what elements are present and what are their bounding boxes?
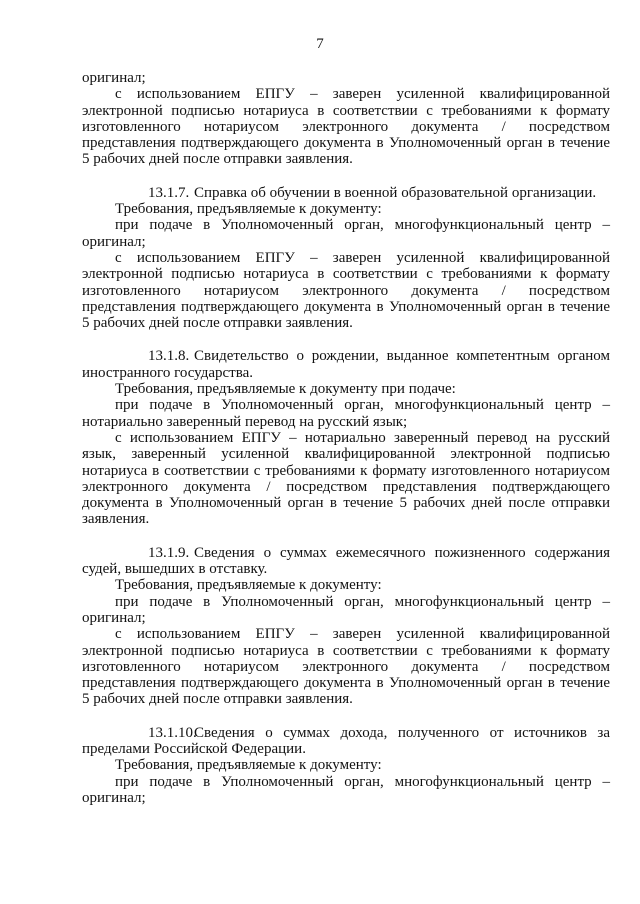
section-heading-13-1-9: [82, 545, 610, 578]
paragraph-requirements: Требования, предъявляемые к документу:: [115, 757, 382, 774]
section-heading-13-1-7: [82, 185, 610, 201]
section-number: 13.1.8.: [148, 348, 190, 365]
section-number: 13.1.9.: [148, 544, 190, 561]
paragraph-epgu-translation: с использованием ЕПГУ – нотариально заверенный перевод на русский язык, заверенный усиленной квалифицированной электронной подписью нотариуса в соответствии с требованиями к формату изготовленного нотариусом электронного документа / посредством представления подтверждающего документа в Уполномоченный орган в течение 5 рабочих дней после отправки заявления.: [82, 429, 610, 528]
section-number: 13.1.10.: [148, 724, 197, 741]
paragraph-submission-office: при подаче в Уполномоченный орган, многофункциональный центр – нотариально заверенный перевод на русский язык;: [82, 397, 610, 430]
section-title: Сведения о суммах дохода, полученного от источников за пределами Российской Федерации.: [82, 724, 610, 757]
spacer: [82, 331, 610, 348]
paragraph-requirements: Требования, предъявляемые к документу:: [115, 577, 382, 594]
spacer: [82, 528, 610, 545]
document-body: [82, 70, 610, 806]
section-title: Сведения о суммах ежемесячного пожизненного содержания судей, вышедших в отставку.: [82, 544, 610, 578]
section-number: 13.1.7.: [148, 184, 190, 201]
paragraph-requirements: Требования, предъявляемые к документу при подаче:: [115, 381, 456, 398]
page-number: 7: [316, 36, 324, 52]
paragraph-submission-office: при подаче в Уполномоченный орган, многофункциональный центр – оригинал;: [82, 773, 610, 806]
section-heading-13-1-10: [82, 725, 610, 758]
spacer: [82, 708, 610, 725]
paragraph-epgu-notary: с использованием ЕПГУ – заверен усиленной квалифицированной электронной подписью нотариуса в соответствии с требованиями к формату изготовленного нотариусом электронного документа / посредством представления подтверждающего документа в Уполномоченный орган в течение 5 рабочих дней после отправки заявления.: [82, 249, 610, 332]
paragraph-epgu-notary: с использованием ЕПГУ – заверен усиленной квалифицированной электронной подписью нотариуса в соответствии с требованиями к формату изготовленного нотариусом электронного документа / посредством представления подтверждающего документа в Уполномоченный орган в течение 5 рабочих дней после отправки заявления.: [82, 626, 610, 708]
section-title: Свидетельство о рождении, выданное компетентным органом иностранного государства.: [82, 348, 610, 381]
spacer: [82, 168, 610, 185]
paragraph-original: оригинал;: [82, 70, 146, 86]
section-title: Справка об обучении в военной образовательной организации.: [194, 184, 597, 201]
paragraph-requirements: Требования, предъявляемые к документу:: [115, 201, 382, 218]
paragraph-submission-office: при подаче в Уполномоченный орган, многофункциональный центр – оригинал;: [82, 593, 610, 626]
paragraph-submission-office: при подаче в Уполномоченный орган, многофункциональный центр – оригинал;: [82, 217, 610, 250]
section-heading-13-1-8: [82, 348, 610, 381]
paragraph-epgu-notary: с использованием ЕПГУ – заверен усиленной квалифицированной электронной подписью нотариуса в соответствии с требованиями к формату изготовленного нотариусом электронного документа / посредством представления подтверждающего документа в Уполномоченный орган в течение 5 рабочих дней после отправки заявления.: [82, 86, 610, 168]
